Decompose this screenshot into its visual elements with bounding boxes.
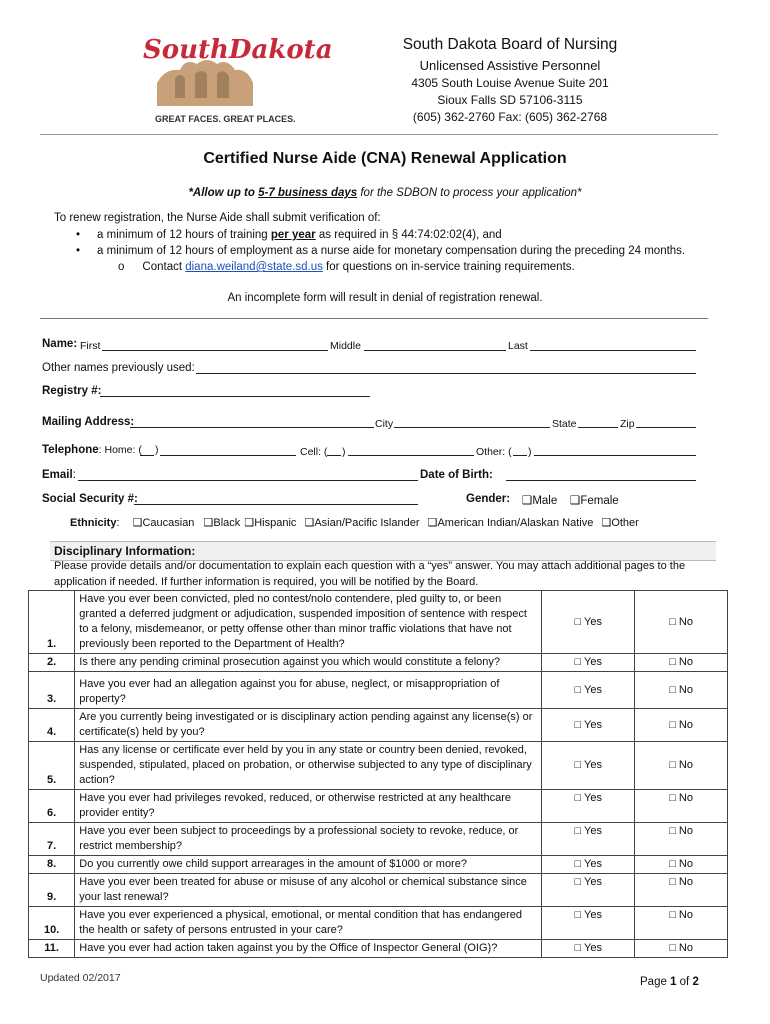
yes-option[interactable]: □ Yes: [542, 874, 635, 907]
question-number: 2.: [29, 654, 75, 672]
checkbox-icon: ❑: [601, 516, 612, 529]
ssn-field[interactable]: [134, 504, 418, 505]
middle-name-field[interactable]: [364, 350, 506, 351]
org-name: South Dakota Board of Nursing: [402, 36, 618, 53]
email-field[interactable]: [78, 480, 418, 481]
ethnicity-other[interactable]: ❑Other: [601, 516, 639, 529]
male-checkbox-icon[interactable]: ❑: [522, 493, 533, 507]
yes-option[interactable]: □ Yes: [542, 940, 635, 958]
no-option[interactable]: □ No: [635, 940, 728, 958]
question-row: [29, 874, 728, 907]
other-area-code[interactable]: [513, 455, 527, 456]
yes-option[interactable]: □ Yes: [542, 591, 635, 654]
question-text: Has any license or certificate ever held by you in any state or country been denied, revoked, suspended, stipulated, placed on probation, or otherwise subjected to any type of disciplinary action?: [75, 742, 542, 790]
yes-option[interactable]: □ Yes: [542, 856, 635, 874]
question-number: 1.: [29, 591, 75, 654]
question-row: [29, 790, 728, 823]
registry-label: Registry #:: [42, 385, 102, 397]
yes-option[interactable]: □ Yes: [542, 823, 635, 856]
question-number: 3.: [29, 672, 75, 709]
city-field[interactable]: [394, 427, 550, 428]
cell-area-code[interactable]: [327, 455, 341, 456]
no-option[interactable]: □ No: [635, 856, 728, 874]
question-row: [29, 742, 728, 790]
gender-label: Gender:: [466, 493, 511, 505]
requirement-2: • a minimum of 12 hours of employment as a nurse aide for monetary compensation during the preceding 24 months.: [76, 245, 686, 257]
no-option[interactable]: □ No: [635, 907, 728, 940]
no-option[interactable]: □ No: [635, 742, 728, 790]
question-text: Have you ever had an allegation against you for abuse, neglect, or misappropriation of property?: [75, 672, 542, 709]
question-number: 11.: [29, 940, 75, 958]
no-option[interactable]: □ No: [635, 790, 728, 823]
intro-text: To renew registration, the Nurse Aide shall submit verification of:: [54, 212, 381, 224]
ethnicity-hispanic[interactable]: ❑Hispanic: [244, 516, 297, 529]
no-option[interactable]: □ No: [635, 823, 728, 856]
zip-field[interactable]: [636, 427, 696, 428]
dob-field[interactable]: [506, 480, 696, 481]
question-text: Have you ever been subject to proceedings by a professional society to revoke, reduce, or restrict membership?: [75, 823, 542, 856]
dob-label-wrap: Date of Birth:: [420, 469, 493, 481]
question-text: Is there any pending criminal prosecution against you which would constitute a felony?: [75, 654, 542, 672]
department: Unlicensed Assistive Personnel: [419, 58, 601, 73]
home-phone-paren: ): [155, 444, 159, 456]
question-text: Have you ever been convicted, pled no contest/nolo contendere, pled guilty to, or been granted a deferred judgment or adjudication, suspended imposition of sentence with respect to a felony, misdemeanor, or petty offense other than minor traffic violations that have not previously been reported to the Department of Health?: [75, 591, 542, 654]
question-text: Do you currently owe child support arrearages in the amount of $1000 or more?: [75, 856, 542, 874]
svg-text:SouthDakota: SouthDakota: [143, 35, 333, 65]
female-checkbox-icon[interactable]: ❑: [570, 493, 581, 507]
checkbox-icon: ❑: [244, 516, 255, 529]
yes-option[interactable]: □ Yes: [542, 742, 635, 790]
cell-paren: ): [342, 446, 346, 458]
first-name-field[interactable]: [102, 350, 328, 351]
other-phone-label: Other: (: [476, 446, 512, 458]
state-label: State: [552, 418, 577, 430]
first-label: First: [80, 340, 101, 352]
address-line-2: Sioux Falls SD 57106-3115: [437, 93, 583, 107]
no-option[interactable]: □ No: [635, 654, 728, 672]
checkbox-icon: ❑: [132, 516, 143, 529]
question-row: [29, 940, 728, 958]
ethnicity-black[interactable]: ❑Black: [203, 516, 241, 529]
question-text: Are you currently being investigated or is disciplinary action pending against any license(s) or certificate(s) held by you?: [75, 709, 542, 742]
question-number: 5.: [29, 742, 75, 790]
disciplinary-heading: Disciplinary Information:: [50, 541, 716, 561]
question-number: 8.: [29, 856, 75, 874]
email-label-wrap: Email:: [42, 469, 76, 481]
header-divider: [40, 134, 718, 135]
yes-option[interactable]: □ Yes: [542, 672, 635, 709]
gender-male-option[interactable]: ❑Male: [522, 493, 558, 507]
question-row: [29, 907, 728, 940]
name-label: Name:: [42, 338, 78, 350]
page-number: Page 1 of 2: [640, 976, 699, 988]
other-names-label: Other names previously used:: [42, 362, 195, 374]
processing-notice: *Allow up to 5-7 business days for the SDBON to process your application*: [188, 187, 582, 199]
telephone-row: Telephone: Home: (: [42, 444, 142, 456]
disciplinary-questions-table: [28, 590, 728, 958]
disciplinary-instructions: Please provide details and/or documentation to explain each question with a “yes” answer. You may attach additional pages to the application if needed. If further information is required, you will be notified by the Board.: [54, 560, 686, 588]
no-option[interactable]: □ No: [635, 874, 728, 907]
checkbox-icon: ❑: [427, 516, 438, 529]
mailing-address-field[interactable]: [130, 427, 374, 428]
no-option[interactable]: □ No: [635, 672, 728, 709]
home-phone-field[interactable]: [160, 455, 296, 456]
question-text: Have you ever had action taken against you by the Office of Inspector General (OIG)?: [75, 940, 542, 958]
question-number: 10.: [29, 907, 75, 940]
yes-option[interactable]: □ Yes: [542, 907, 635, 940]
cell-phone-field[interactable]: [348, 455, 474, 456]
ethnicity-american-indian[interactable]: ❑American Indian/Alaskan Native: [427, 516, 594, 529]
no-option[interactable]: □ No: [635, 591, 728, 654]
cell-label: Cell: (: [300, 446, 328, 458]
contact-line: o Contact diana.weiland@state.sd.us for questions on in-service training requirements.: [118, 261, 575, 273]
logo: [135, 28, 333, 133]
state-field[interactable]: [578, 427, 618, 428]
question-row: [29, 672, 728, 709]
other-names-field[interactable]: [196, 373, 696, 374]
ethnicity-row: Ethnicity: ❑Caucasian ❑Black ❑Hispanic ❑Asian/Pacific Islander ❑American Indian/Alaskan Native ❑Other: [70, 516, 639, 529]
question-number: 4.: [29, 709, 75, 742]
ssn-label: Social Security #:: [42, 493, 138, 505]
phone-fax: (605) 362-2760 Fax: (605) 362-2768: [412, 110, 608, 124]
other-paren: ): [528, 446, 532, 458]
question-text: Have you ever had privileges revoked, reduced, or otherwise restricted at any healthcare provider entity?: [75, 790, 542, 823]
last-label: Last: [508, 340, 528, 352]
ethnicity-caucasian[interactable]: ❑Caucasian: [132, 516, 195, 529]
question-number: 7.: [29, 823, 75, 856]
requirement-1: • a minimum of 12 hours of training per year as required in § 44:74:02:02(4), and: [76, 229, 502, 241]
question-row: [29, 654, 728, 672]
other-phone-field[interactable]: [534, 455, 696, 456]
zip-label: Zip: [620, 418, 635, 430]
updated-date: Updated 02/2017: [40, 972, 121, 984]
section-divider: [40, 318, 708, 319]
question-row: [29, 591, 728, 654]
incomplete-warning: An incomplete form will result in denial of registration renewal.: [227, 292, 543, 304]
last-name-field[interactable]: [530, 350, 696, 351]
question-text: Have you ever experienced a physical, emotional, or mental condition that has endangered the health or safety of persons entrusted in your care?: [75, 907, 542, 940]
question-row: [29, 709, 728, 742]
home-phone-area-code[interactable]: [140, 455, 154, 456]
gender-female-option[interactable]: ❑Female: [570, 493, 619, 507]
ethnicity-asian[interactable]: ❑Asian/Pacific Islander: [304, 516, 420, 529]
address-line-1: 4305 South Louise Avenue Suite 201: [411, 76, 609, 90]
question-number: 9.: [29, 874, 75, 907]
page-title: Certified Nurse Aide (CNA) Renewal Application: [203, 150, 567, 167]
checkbox-icon: ❑: [203, 516, 214, 529]
registry-field[interactable]: [100, 396, 370, 397]
checkbox-icon: ❑: [304, 516, 315, 529]
yes-option[interactable]: □ Yes: [542, 790, 635, 823]
contact-email-link[interactable]: diana.weiland@state.sd.us: [185, 261, 323, 273]
city-label: City: [375, 418, 394, 430]
yes-option[interactable]: □ Yes: [542, 654, 635, 672]
question-row: [29, 856, 728, 874]
no-option[interactable]: □ No: [635, 709, 728, 742]
question-text: Have you ever been treated for abuse or misuse of any alcohol or chemical substance since your last renewal?: [75, 874, 542, 907]
mailing-address-label: Mailing Address:: [42, 416, 135, 428]
logo-tagline: GREAT FACES. GREAT PLACES.: [155, 114, 296, 124]
yes-option[interactable]: □ Yes: [542, 709, 635, 742]
question-number: 6.: [29, 790, 75, 823]
question-row: [29, 823, 728, 856]
middle-label: Middle: [330, 340, 361, 352]
